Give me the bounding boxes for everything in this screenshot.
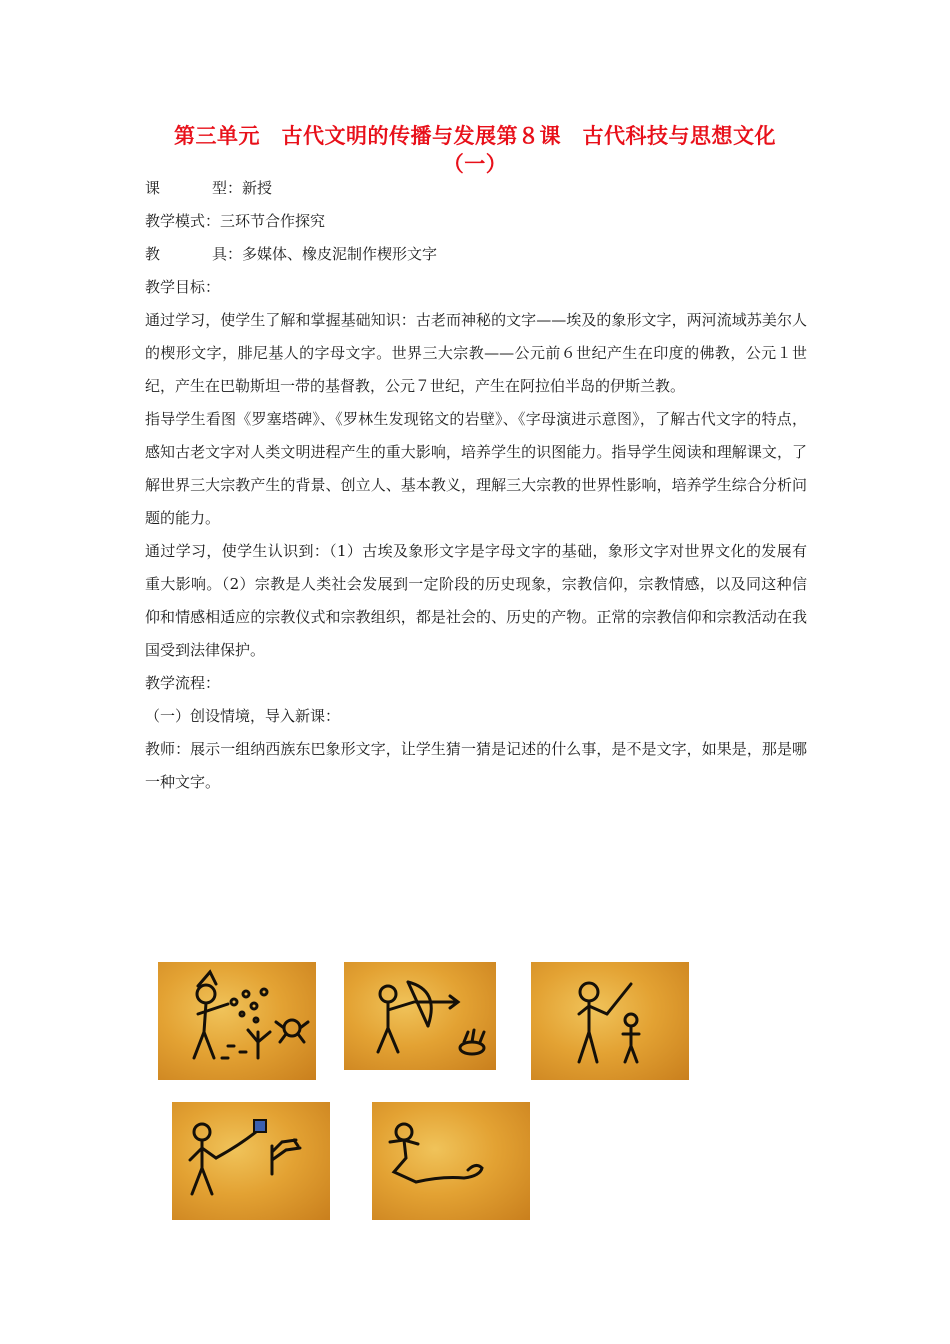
dongba-pictograph-1 (158, 962, 316, 1080)
dongba-pictograph-5 (372, 1102, 530, 1220)
dongba-pictograph-2 (344, 962, 496, 1070)
dongba-image-1 (158, 962, 316, 1080)
goal-paragraph-1: 通过学习，使学生了解和掌握基础知识：古老而神秘的文字——埃及的象形文字，两河流域苏美尔人的楔形文字，腓尼基人的字母文字。世界三大宗教——公元前６世纪产生在印度的佛教，公元１世纪，产生在巴勒斯坦一带的基督教，公元７世纪，产生在阿拉伯半岛的伊斯兰教。 (145, 311, 807, 395)
step-1-heading: （一）创设情境，导入新课： (145, 707, 341, 725)
lesson-title-line1: 第三单元 古代文明的传播与发展第８课 古代科技与思想文化 (174, 123, 776, 148)
tools-value: 多媒体、橡皮泥制作楔形文字 (242, 245, 438, 263)
lesson-title (145, 122, 805, 178)
dongba-pictograph-4 (172, 1102, 330, 1220)
course-type-label: 课 型 (145, 179, 227, 197)
lesson-title-line2: （一） (442, 151, 508, 176)
flow-label: 教学流程： (145, 674, 221, 692)
dongba-image-5 (372, 1102, 530, 1220)
mode-value: 三环节合作探究 (220, 212, 326, 230)
goal-paragraph-2: 指导学生看图《罗塞塔碑》、《罗林生发现铭文的岩壁》、《字母演进示意图》，了解古代文字的特点，感知古老文字对人类文明进程产生的重大影响，培养学生的识图能力。指导学生阅读和理解课文，了解世界三大宗教产生的背景、创立人、基本教义，理解三大宗教的世界性影响，培养学生综合分析问题的能力。 (145, 410, 807, 527)
lesson-body (145, 172, 807, 799)
tools-line: 教 具 ： 多媒体、橡皮泥制作楔形文字 (145, 238, 807, 271)
dongba-pictograph-3 (531, 962, 689, 1080)
teacher-paragraph: 教师：展示一组纳西族东巴象形文字，让学生猜一猜是记述的什么事，是不是文字，如果是，那是哪一种文字。 (145, 740, 807, 791)
dongba-image-3 (531, 962, 689, 1080)
goals-label: 教学目标： (145, 278, 221, 296)
course-type-line: 课 型 ： 新授 (145, 172, 807, 205)
goal-paragraph-3: 通过学习，使学生认识到：（1）古埃及象形文字是字母文字的基础，象形文字对世界文化的发展有重大影响。（2）宗教是人类社会发展到一定阶段的历史现象，宗教信仰，宗教情感，以及同这种信仰和情感相适应的宗教仪式和宗教组织，都是社会的、历史的产物。正常的宗教信仰和宗教活动在我国受到法律保护。 (145, 542, 807, 659)
mode-line (145, 205, 807, 238)
tools-label: 教 具 (145, 245, 227, 263)
dongba-image-4 (172, 1102, 330, 1220)
dongba-image-2 (344, 962, 496, 1070)
mode-label: 教学模式： (145, 212, 221, 230)
course-type-value: 新授 (242, 179, 273, 197)
